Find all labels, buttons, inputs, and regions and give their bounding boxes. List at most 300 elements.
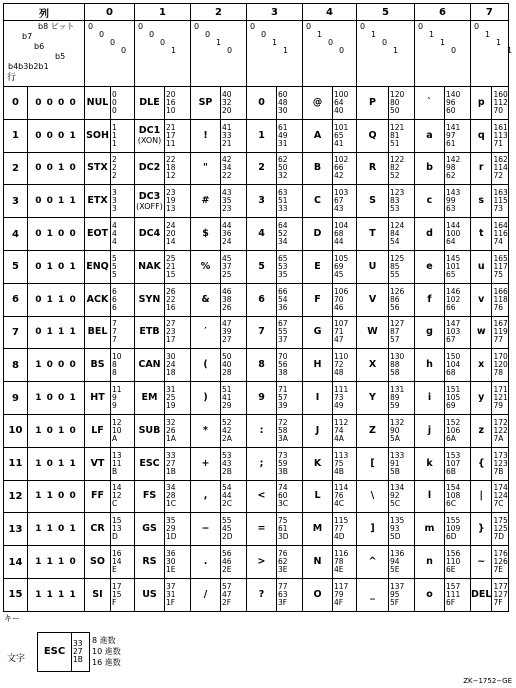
hex-code: 53	[390, 204, 400, 214]
hex-code: 57	[390, 335, 400, 345]
row-number: 7	[4, 316, 28, 349]
row-bits: 1 1 1 0	[28, 546, 85, 579]
character: SYN	[138, 293, 161, 305]
code-cell	[111, 382, 135, 415]
decimal-code: 117	[493, 261, 508, 271]
hex-code: 7B	[493, 466, 504, 476]
character: D	[313, 228, 322, 240]
decimal-code: 32	[222, 97, 232, 107]
code-cell	[445, 513, 471, 546]
code-cell	[111, 152, 135, 185]
column-bit: 1	[283, 46, 289, 55]
decimal-code: 92	[390, 491, 400, 501]
character-cell	[191, 382, 221, 415]
octal-code: 11	[112, 385, 122, 395]
decimal-code: 47	[222, 589, 232, 599]
decimal-code: 124	[493, 491, 508, 501]
octal-code: 70	[278, 352, 288, 362]
character-cell	[471, 316, 492, 349]
table-row	[4, 119, 509, 152]
column-number: 6	[415, 4, 471, 21]
decimal-code: 19	[166, 196, 176, 206]
character: EM	[141, 392, 158, 404]
code-cell	[333, 283, 357, 316]
octal-code: 137	[390, 581, 405, 591]
code-cell	[277, 87, 303, 120]
hex-code: 1	[112, 138, 117, 148]
decimal-code: 38	[222, 294, 232, 304]
code-cell	[111, 119, 135, 152]
column-bit: 0	[328, 38, 334, 47]
code-cell	[165, 447, 191, 480]
octal-code: 146	[446, 286, 461, 296]
decimal-code: 41	[222, 393, 232, 403]
code-cell	[389, 578, 415, 611]
code-cell	[277, 349, 303, 382]
bit-corner	[4, 21, 85, 87]
character: *	[203, 424, 208, 436]
character-cell	[191, 349, 221, 382]
code-cell	[333, 414, 357, 447]
octal-code: 47	[222, 319, 232, 329]
hex-code: 54	[390, 237, 400, 247]
row-bits: 1 0 0 1	[28, 382, 85, 415]
hex-code: 16	[166, 302, 176, 312]
octal-code: 34	[166, 483, 176, 493]
character: ]	[370, 523, 375, 535]
column-bit: 0	[418, 22, 424, 31]
character-cell	[247, 316, 277, 349]
octal-code: 130	[390, 352, 405, 362]
row-bits: 1 1 0 0	[28, 480, 85, 513]
hex-code: 19	[166, 401, 176, 411]
hex-code: 77	[493, 335, 503, 345]
character-cell	[415, 152, 445, 185]
code-cell	[389, 250, 415, 283]
code-cell	[389, 119, 415, 152]
code-cell	[389, 546, 415, 579]
character: {	[477, 457, 485, 469]
character-cell	[135, 414, 165, 447]
code-cell	[492, 513, 508, 546]
decimal-code: 34	[222, 163, 232, 173]
decimal-code: 67	[334, 196, 344, 206]
code-cell	[165, 546, 191, 579]
table-row	[4, 414, 509, 447]
character: A	[313, 129, 322, 141]
row-bits: 1 0 1 0	[28, 414, 85, 447]
octal-code: 161	[493, 122, 508, 132]
decimal-code: 79	[334, 589, 344, 599]
octal-code: 35	[166, 516, 176, 526]
column-label: 列	[4, 4, 85, 21]
character: x	[478, 359, 485, 371]
character-cell	[247, 349, 277, 382]
octal-code: 5	[112, 253, 117, 263]
column-bit: 0	[110, 38, 116, 47]
row-number: 14	[4, 546, 28, 579]
decimal-code: 50	[278, 163, 288, 173]
octal-code: 162	[493, 155, 508, 165]
character: FF	[91, 490, 104, 502]
decimal-code: 12	[112, 491, 122, 501]
code-cell	[111, 87, 135, 120]
character-cell	[85, 513, 111, 546]
code-cell	[492, 283, 508, 316]
character: "	[203, 162, 208, 174]
legend-decimal: 27	[73, 647, 83, 656]
character-cell	[247, 283, 277, 316]
octal-code: 120	[390, 89, 405, 99]
row-bits: 1 0 0 0	[28, 349, 85, 382]
octal-code: 134	[390, 483, 405, 493]
character: R	[368, 162, 377, 174]
character-cell	[247, 250, 277, 283]
octal-code: 51	[222, 385, 232, 395]
decimal-code: 80	[390, 97, 400, 107]
octal-code: 26	[166, 286, 176, 296]
code-cell	[333, 513, 357, 546]
code-cell	[221, 382, 247, 415]
character: $	[202, 228, 209, 240]
table-row	[4, 349, 509, 382]
code-cell	[389, 382, 415, 415]
octal-code: 141	[446, 122, 461, 132]
character: ACK	[86, 293, 109, 305]
figure-code: ZK−1752−GE	[463, 677, 512, 685]
hex-code: 44	[334, 237, 344, 247]
octal-code: 160	[493, 89, 508, 99]
character: H	[313, 359, 322, 371]
character: T	[369, 228, 376, 240]
decimal-code: 89	[390, 393, 400, 403]
bits-row	[4, 21, 509, 87]
character: CAN	[138, 359, 161, 371]
octal-code: 14	[112, 483, 122, 493]
column-bits	[303, 21, 357, 87]
hex-code: 10	[166, 105, 176, 115]
code-cell	[221, 87, 247, 120]
octal-code: 37	[166, 581, 176, 591]
character-cell	[135, 87, 165, 120]
column-number: 3	[247, 4, 303, 21]
character-cell	[357, 447, 389, 480]
octal-code: 174	[493, 483, 508, 493]
code-cell	[277, 480, 303, 513]
octal-code: 57	[222, 581, 232, 591]
code-cell	[221, 283, 247, 316]
character-cell	[357, 218, 389, 251]
code-cell	[221, 119, 247, 152]
character-cell	[135, 218, 165, 251]
hex-code: 4C	[334, 499, 345, 509]
character: b	[426, 162, 433, 174]
octal-code: 154	[446, 483, 461, 493]
decimal-code: 85	[390, 261, 400, 271]
octal-code: 23	[166, 188, 176, 198]
character-cell	[191, 546, 221, 579]
character-cell	[303, 349, 333, 382]
character: d	[426, 228, 433, 240]
character-cell	[415, 546, 445, 579]
decimal-code: 77	[334, 524, 344, 534]
hex-code: 26	[222, 302, 232, 312]
row-bits: 0 0 1 1	[28, 185, 85, 218]
code-cell	[333, 250, 357, 283]
hex-code: 1D	[166, 532, 177, 542]
character-cell	[85, 283, 111, 316]
hex-code: 2F	[222, 597, 232, 607]
character: K	[313, 457, 322, 469]
code-cell	[389, 513, 415, 546]
row-number: 1	[4, 119, 28, 152]
code-cell	[221, 480, 247, 513]
hex-code: 12	[166, 171, 176, 181]
character-cell	[357, 316, 389, 349]
octal-code: 33	[166, 450, 176, 460]
hex-code: 6D	[446, 532, 457, 542]
decimal-code: 26	[166, 425, 176, 435]
hex-code: 23	[222, 204, 232, 214]
character: p	[477, 96, 485, 108]
code-cell	[389, 480, 415, 513]
decimal-code: 13	[112, 524, 122, 534]
decimal-code: 53	[278, 261, 288, 271]
decimal-code: 78	[334, 557, 344, 567]
octal-code: 150	[446, 352, 461, 362]
hex-code: 14	[166, 237, 176, 247]
hex-code: 7C	[493, 499, 504, 509]
character: STX	[87, 162, 108, 174]
decimal-code: 42	[222, 425, 232, 435]
hex-code: 11	[166, 138, 176, 148]
table-row	[4, 447, 509, 480]
character-cell	[85, 185, 111, 218]
bit-label: b5	[55, 52, 66, 61]
character: y	[478, 392, 485, 404]
character-cell	[303, 316, 333, 349]
character-cell	[357, 578, 389, 611]
code-cell	[111, 250, 135, 283]
decimal-code: 1	[112, 130, 117, 140]
decimal-code: 17	[166, 130, 176, 140]
decimal-code: 35	[222, 196, 232, 206]
octal-code: 147	[446, 319, 461, 329]
column-bit: 1	[507, 46, 513, 55]
character-cell	[303, 480, 333, 513]
character: HT	[90, 392, 105, 404]
character: EOT	[86, 228, 109, 240]
decimal-code: 3	[112, 196, 117, 206]
code-cell	[445, 87, 471, 120]
code-cell	[221, 152, 247, 185]
hex-code: 49	[334, 401, 344, 411]
code-cell	[445, 152, 471, 185]
hex-code: 33	[278, 204, 288, 214]
octal-code: 76	[278, 549, 288, 559]
decimal-code: 22	[166, 294, 176, 304]
hex-code: 3E	[278, 565, 288, 575]
character-cell	[85, 119, 111, 152]
character-cell	[191, 250, 221, 283]
character-cell	[135, 250, 165, 283]
hex-code: 5	[112, 269, 117, 279]
character-cell	[135, 185, 165, 218]
code-cell	[111, 447, 135, 480]
hex-code: 36	[278, 302, 288, 312]
character-cell	[303, 283, 333, 316]
code-cell	[277, 250, 303, 283]
code-cell	[165, 513, 191, 546]
octal-code: 135	[390, 516, 405, 526]
character: :	[259, 424, 264, 436]
character-cell	[135, 447, 165, 480]
row-bits: 0 1 1 0	[28, 283, 85, 316]
octal-code: 65	[278, 253, 288, 263]
hex-code: 31	[278, 138, 288, 148]
character: M	[312, 523, 323, 535]
hex-code: C	[112, 499, 118, 509]
code-cell	[445, 480, 471, 513]
column-bit: 1	[496, 38, 502, 47]
column-bit: 0	[138, 22, 144, 31]
decimal-code: 72	[334, 360, 344, 370]
character: O	[313, 588, 322, 600]
hex-code: E	[112, 565, 117, 575]
decimal-code: 99	[446, 196, 456, 206]
character-alt: (XON)	[137, 136, 162, 146]
octal-code: 133	[390, 450, 405, 460]
character-cell	[415, 513, 445, 546]
character-cell	[303, 546, 333, 579]
character: _	[370, 588, 375, 600]
code-cell	[221, 513, 247, 546]
column-bit: 0	[227, 46, 233, 55]
hex-code: 34	[278, 237, 288, 247]
octal-code: 3	[112, 188, 117, 198]
character-cell	[471, 119, 492, 152]
row-number: 0	[4, 87, 28, 120]
character-cell	[415, 283, 445, 316]
code-cell	[221, 578, 247, 611]
row-bits: 0 1 1 1	[28, 316, 85, 349]
character: LF	[91, 424, 104, 436]
column-bits	[135, 21, 191, 87]
character: >	[257, 556, 266, 568]
hex-code: 68	[446, 368, 456, 378]
decimal-code: 88	[390, 360, 400, 370]
character-cell	[357, 119, 389, 152]
character: DC3	[138, 190, 161, 202]
octal-code: 136	[390, 549, 405, 559]
character-cell	[303, 447, 333, 480]
decimal-code: 18	[166, 163, 176, 173]
code-cell	[221, 349, 247, 382]
hex-code: 3A	[278, 433, 288, 443]
column-bit: 0	[99, 30, 105, 39]
code-cell	[277, 152, 303, 185]
column-bit: 0	[382, 38, 388, 47]
decimal-code: 69	[334, 261, 344, 271]
octal-code: 20	[166, 89, 176, 99]
octal-code: 71	[278, 385, 288, 395]
hex-code: 9	[112, 401, 117, 411]
code-cell	[492, 316, 508, 349]
header-row	[4, 4, 509, 21]
code-cell	[165, 218, 191, 251]
character: !	[203, 129, 208, 141]
column-number: 1	[135, 4, 191, 21]
octal-code: 167	[493, 319, 508, 329]
row-bits: 1 1 1 1	[28, 578, 85, 611]
code-cell	[492, 218, 508, 251]
hex-code: 1E	[166, 565, 176, 575]
character-cell	[357, 283, 389, 316]
hex-code: 38	[278, 368, 288, 378]
decimal-code: 57	[278, 393, 288, 403]
character-cell	[135, 578, 165, 611]
code-cell	[277, 414, 303, 447]
hex-code: 2D	[222, 532, 233, 542]
character: ESC	[139, 457, 160, 469]
octal-code: 2	[112, 155, 117, 165]
character: ETX	[87, 195, 108, 207]
code-cell	[492, 152, 508, 185]
code-cell	[277, 283, 303, 316]
decimal-code: 60	[278, 491, 288, 501]
code-cell	[111, 480, 135, 513]
character: `	[427, 96, 432, 108]
character-cell	[303, 382, 333, 415]
character: SI	[92, 588, 103, 600]
hex-code: 56	[390, 302, 400, 312]
character: S	[369, 195, 376, 207]
character-cell	[471, 414, 492, 447]
hex-code: 4E	[334, 565, 344, 575]
code-cell	[389, 87, 415, 120]
decimal-code: 74	[334, 425, 344, 435]
row-bits: 1 0 1 1	[28, 447, 85, 480]
octal-code: 112	[334, 417, 349, 427]
character: VT	[90, 457, 105, 469]
decimal-code: 6	[112, 294, 117, 304]
character-cell	[415, 316, 445, 349]
character: E	[314, 260, 321, 272]
code-cell	[389, 414, 415, 447]
hex-code: 50	[390, 105, 400, 115]
octal-code: 62	[278, 155, 288, 165]
code-cell	[492, 447, 508, 480]
character-cell	[191, 185, 221, 218]
character: −	[201, 523, 210, 535]
decimal-code: 2	[112, 163, 117, 173]
bit-label: b6	[34, 42, 45, 51]
hex-code: 1B	[166, 466, 176, 476]
decimal-code: 112	[493, 97, 508, 107]
column-bits	[191, 21, 247, 87]
character: n	[426, 556, 433, 568]
code-cell	[277, 119, 303, 152]
decimal-code: 116	[493, 229, 508, 239]
decimal-code: 122	[493, 425, 508, 435]
character: a	[426, 129, 433, 141]
hex-code: 79	[493, 401, 503, 411]
table-row	[4, 218, 509, 251]
code-cell	[111, 349, 135, 382]
octal-code: 1	[112, 122, 117, 132]
hex-code: 72	[493, 171, 503, 181]
character: <	[257, 490, 266, 502]
